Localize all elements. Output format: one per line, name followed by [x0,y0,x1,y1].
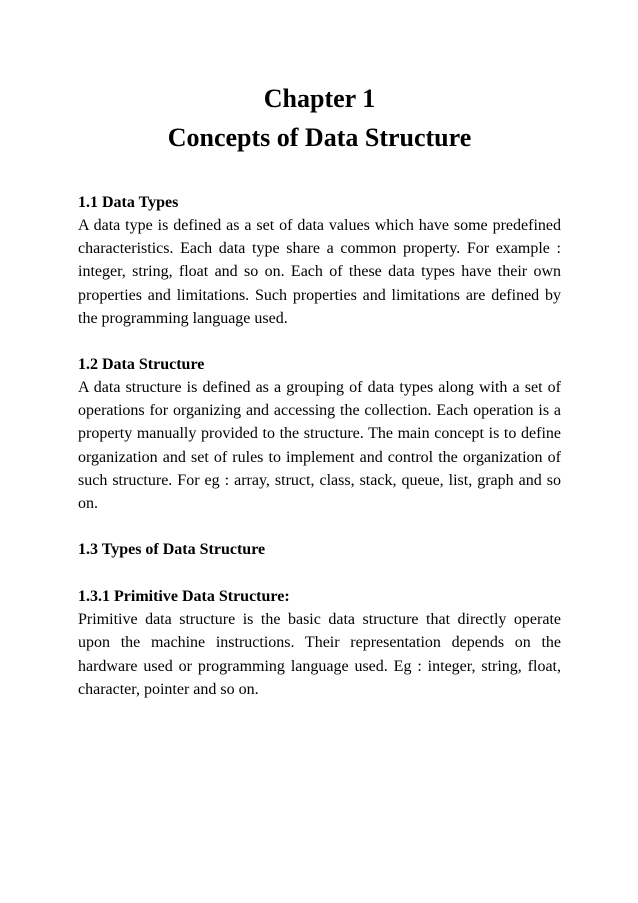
section-heading-1-2: 1.2 Data Structure [78,356,205,374]
document-page [78,0,561,701]
section-body-1-1: A data type is defined as a set of data values which have some predefined characteristics. Each data type share a common property. For example : integer, string, float and so on. Each of these data types have their own properties and limitations. Such properties and limitations are defined by the programming language used. [78,217,561,327]
section-body-1-3-1: Primitive data structure is the basic data structure that directly operate upon the machine instructions. Their representation depends on the hardware used or programming language used. Eg : integer, string, float, character, pointer and so on. [78,611,561,698]
chapter-title: Concepts of Data Structure [167,123,472,152]
section-body-1-2: A data structure is defined as a grouping of data types along with a set of operations for organizing and accessing the collection. Each operation is a property manually provided to the structure. The main concept is to define organization and set of rules to implement and control the organization of such structure. For eg : array, struct, class, stack, queue, list, graph and so on. [78,379,561,513]
chapter-heading [78,0,561,157]
chapter-number: Chapter 1 [263,84,376,113]
section-heading-1-1: 1.1 Data Types [78,194,179,211]
section-heading-1-3-1: 1.3.1 Primitive Data Structure: [78,588,290,606]
section-heading-1-3: 1.3 Types of Data Structure [78,541,266,559]
